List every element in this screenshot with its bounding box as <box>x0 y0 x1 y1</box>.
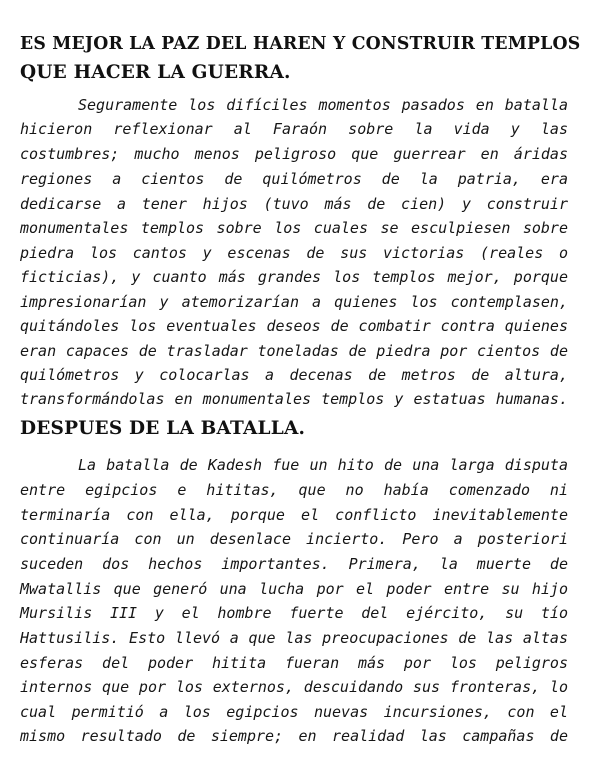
paragraph-line: dedicarse a tener hijos (tuvo más de cien) y construir <box>20 195 568 213</box>
paragraph-line: terminaría con ella, porque el conflicto inevitablemente <box>20 506 568 524</box>
paragraph-line: hicieron reflexionar al Faraón sobre la vida y las <box>20 120 568 138</box>
section-title-line-2: QUE HACER LA GUERRA. <box>20 62 291 83</box>
paragraph-line: piedra los cantos y escenas de sus victorias (reales o <box>20 244 568 262</box>
paragraph-line: regiones a cientos de quilómetros de la patria, era <box>20 170 568 188</box>
paragraph-line: quitándoles los eventuales deseos de combatir contra quienes <box>20 317 568 335</box>
paragraph-line: costumbres; mucho menos peligroso que guerrear en áridas <box>20 145 568 163</box>
paragraph-line: quilómetros y colocarlas a decenas de metros de altura, <box>20 366 568 384</box>
paragraph-line: mismo resultado de siempre; en realidad las campañas de <box>20 727 568 745</box>
section-title-line-1: ES MEJOR LA PAZ DEL HAREN Y CONSTRUIR TEMPLOS <box>20 34 581 54</box>
paragraph-line: internos que por los externos, descuidando sus fronteras, lo <box>20 678 568 696</box>
paragraph-line: esferas del poder hitita fueran más por los peligros <box>20 654 568 672</box>
paragraph-line: eran capaces de trasladar toneladas de piedra por cientos de <box>20 342 568 360</box>
paragraph-line: entre egipcios e hititas, que no había comenzado ni <box>20 481 568 499</box>
paragraph-line: impresionarían y atemorizarían a quienes los contemplasen, <box>20 293 568 311</box>
paragraph-line: Mursilis III y el hombre fuerte del ejército, su tío <box>20 604 568 622</box>
section-title: DESPUES DE LA BATALLA. <box>20 418 306 439</box>
paragraph-line: suceden dos hechos importantes. Primera, la muerte de <box>20 555 568 573</box>
paragraph-line: Mwatallis que generó una lucha por el poder entre su hijo <box>20 580 568 598</box>
paragraph-line: Seguramente los difíciles momentos pasados en batalla <box>78 96 568 114</box>
paragraph-line: monumentales templos sobre los cuales se esculpiesen sobre <box>20 219 568 237</box>
paragraph-line: ficticias), y cuanto más grandes los templos mejor, porque <box>20 268 568 286</box>
paragraph-line: continuaría con un desenlace incierto. Pero a posteriori <box>20 530 568 548</box>
paragraph-line: cual permitió a los egipcios nuevas incursiones, con el <box>20 703 568 721</box>
paragraph-line: transformándolas en monumentales templos y estatuas humanas. <box>20 390 568 408</box>
paragraph-line: La batalla de Kadesh fue un hito de una larga disputa <box>78 456 568 474</box>
paragraph-line: Hattusilis. Esto llevó a que las preocupaciones de las altas <box>20 629 568 647</box>
